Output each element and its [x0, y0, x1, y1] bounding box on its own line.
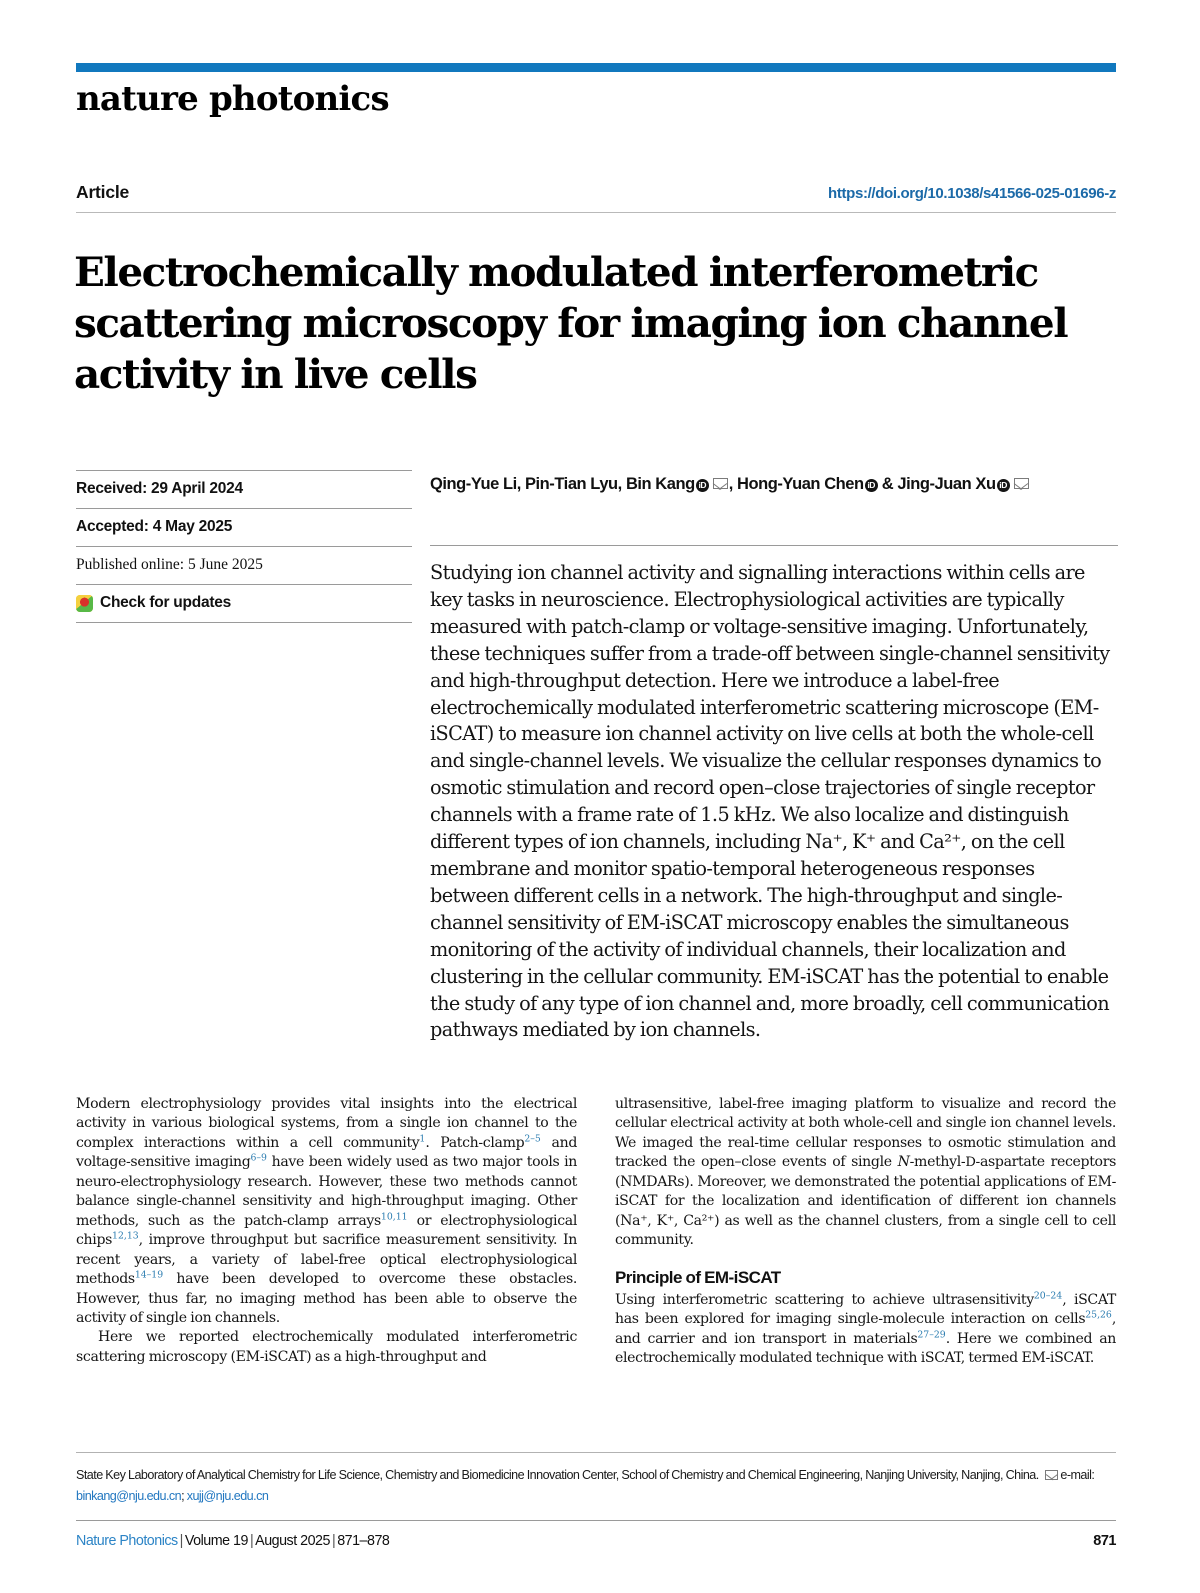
text-run: have been developed to overcome these obstacles. However, thus far, no imaging method has been able to observe the activity of single ion channels.: [76, 1271, 577, 1326]
footer-date: August 2025: [255, 1533, 330, 1549]
affiliation-footnote: [76, 1452, 1116, 1507]
body-columns: [76, 1095, 1116, 1369]
text-run: , improve throughput but sacrifice measurement sensitivity. In recent years, a variety of label-free optical electrophysiological methods: [76, 1232, 577, 1288]
footer-separator: |: [249, 1533, 254, 1549]
accepted-date: Accepted: 4 May 2025: [76, 508, 412, 546]
reference-marker[interactable]: 14–19: [134, 1269, 164, 1281]
article-type-label: Article: [76, 182, 130, 202]
author-group-2: , Hong-Yuan Chen: [728, 475, 864, 493]
footer-pages: 871–878: [337, 1533, 390, 1549]
crossmark-icon: [76, 595, 93, 612]
doi-link[interactable]: https://doi.org/10.1038/s41566-025-01696-z: [828, 185, 1116, 202]
text-run: and voltage-sensitive imaging: [76, 1134, 577, 1171]
journal-masthead: nature photonics: [76, 79, 389, 119]
paragraph-platform: [615, 1095, 1116, 1251]
footer-separator: |: [331, 1533, 336, 1549]
body-column-left: [76, 1095, 577, 1369]
email-label: e-mail:: [1060, 1468, 1095, 1482]
corresponding-email-1[interactable]: binkang@nju.edu.cn: [76, 1489, 182, 1503]
footer-volume: Volume 19: [184, 1533, 248, 1549]
paragraph-principle: [615, 1291, 1116, 1369]
email-icon: [1045, 1470, 1058, 1480]
text-run: Modern electrophysiology provides vital insights into the electrical activity in various biological systems, from a single ion channel to the complex interactions within a cell community: [76, 1096, 577, 1151]
reference-marker[interactable]: 6–9: [250, 1152, 267, 1164]
orcid-icon[interactable]: iD: [997, 479, 1010, 492]
page-footer: [76, 1520, 1116, 1549]
body-column-right: [615, 1095, 1116, 1369]
published-date: Published online: 5 June 2025: [76, 546, 412, 584]
reference-marker[interactable]: 10,11: [380, 1211, 408, 1223]
orcid-icon[interactable]: iD: [696, 479, 709, 492]
text-run: . Here we combined an electrochemically modulated technique with iSCAT, termed EM-iSCAT.: [615, 1330, 1116, 1367]
smallcaps-d: D: [965, 1155, 976, 1171]
brand-accent-rule: [76, 63, 1116, 72]
text-run: or electrophysiological chips: [76, 1212, 577, 1249]
paragraph-here-we-reported: Here we reported electrochemically modulated interferometric scattering microscopy (EM-iSCAT) as a high-throughput and: [76, 1329, 577, 1365]
reference-marker[interactable]: 27–29: [917, 1329, 946, 1341]
affiliation-text: State Key Laboratory of Analytical Chemistry for Life Science, Chemistry and Biomedicine Innovation Center, School of Chemistry and Chemical Engineering, Nanjing University, Nanjing, China.: [76, 1468, 1042, 1482]
abstract-text: Studying ion channel activity and signalling interactions within cells are key tasks in neuroscience. Electrophysiological activities are typically measured with patch-clamp or voltage-sensitive imaging. Unfortunately, these techniques suffer from a trade-off between single-channel sensitivity and high-throughput detection. Here we introduce a label-free electrochemically modulated interferometric scattering microscope (EM-iSCAT) to measure ion channel activity on live cells at both the whole-cell and single-channel levels. We visualize the cellular responses dynamics to osmotic stimulation and record open–close trajectories of single receptor channels with a frame rate of 1.5 kHz. We also localize and distinguish different types of ion channels, including Na⁺, K⁺ and Ca²⁺, on the cell membrane and monitor spatio-temporal heterogeneous responses between different cells in a network. The high-throughput and single-channel sensitivity of EM-iSCAT microscopy enables the simultaneous monitoring of the activity of individual channels, their localization and clustering in the cellular community. EM-iSCAT has the potential to enable the study of any type of ion channel and, more broadly, cell communication pathways mediated by ion channels.: [430, 545, 1118, 1044]
email-separator: ;: [181, 1489, 187, 1503]
check-for-updates-button[interactable]: [76, 584, 412, 623]
footer-journal-name[interactable]: Nature Photonics: [76, 1533, 178, 1549]
text-run: Using interferometric scattering to achieve ultrasensitivity: [615, 1292, 1034, 1309]
orcid-icon[interactable]: iD: [865, 479, 878, 492]
page-title: Electrochemically modulated interferometric scattering microscopy for imaging ion channel activity in live cells: [74, 248, 1068, 399]
text-run: -methyl-: [909, 1154, 966, 1171]
email-icon[interactable]: [713, 478, 728, 489]
italic-n: N: [897, 1154, 910, 1171]
check-for-updates-label: Check for updates: [100, 594, 231, 611]
text-run: ultrasensitive, label-free imaging platform to visualize and record the cellular electrical activity at both whole-cell and single ion channel levels. We imaged the real-time cellular responses to osmotic stimulation and tracked the open–close events of single: [615, 1096, 1116, 1171]
text-run: -aspartate receptors (NMDARs). Moreover, we demonstrated the potential applications of EM-iSCAT for the localization and identification of different ion channels (Na⁺, K⁺, Ca²⁺) as well as the channel clusters, from a single cell to cell community.: [615, 1154, 1116, 1249]
corresponding-email-2[interactable]: xujj@nju.edu.cn: [186, 1489, 269, 1503]
reference-marker[interactable]: 12,13: [112, 1230, 139, 1242]
footer-separator: |: [179, 1533, 183, 1549]
author-group-3: & Jing-Juan Xu: [877, 475, 996, 493]
text-run: , and carrier and ion transport in materials: [615, 1311, 1116, 1347]
text-run: , iSCAT has been explored for imaging single-molecule interaction on cells: [615, 1292, 1116, 1328]
footer-citation: [76, 1533, 389, 1549]
section-heading-principle: Principle of EM-iSCAT: [615, 1267, 781, 1287]
text-run: . Patch-clamp: [425, 1134, 525, 1151]
reference-marker[interactable]: 20–24: [1033, 1290, 1063, 1302]
author-list: [430, 474, 1116, 495]
article-type-row: [76, 182, 1116, 213]
text-run: have been widely used as two major tools in neuro-electrophysiology research. However, these two methods cannot balance single-channel sensitivity and high-throughput imaging. Other methods, such as the patch-clamp arrays: [76, 1154, 578, 1229]
page-number: 871: [1093, 1533, 1116, 1549]
author-group-1: Qing-Yue Li, Pin-Tian Lyu, Bin Kang: [430, 475, 695, 493]
received-date: Received: 29 April 2024: [76, 470, 412, 508]
publication-history: [76, 470, 412, 623]
email-icon[interactable]: [1014, 478, 1029, 489]
paragraph-intro: [76, 1095, 577, 1328]
reference-marker[interactable]: 1: [419, 1133, 426, 1145]
reference-marker[interactable]: 25,26: [1085, 1309, 1112, 1321]
reference-marker[interactable]: 2–5: [524, 1133, 541, 1145]
